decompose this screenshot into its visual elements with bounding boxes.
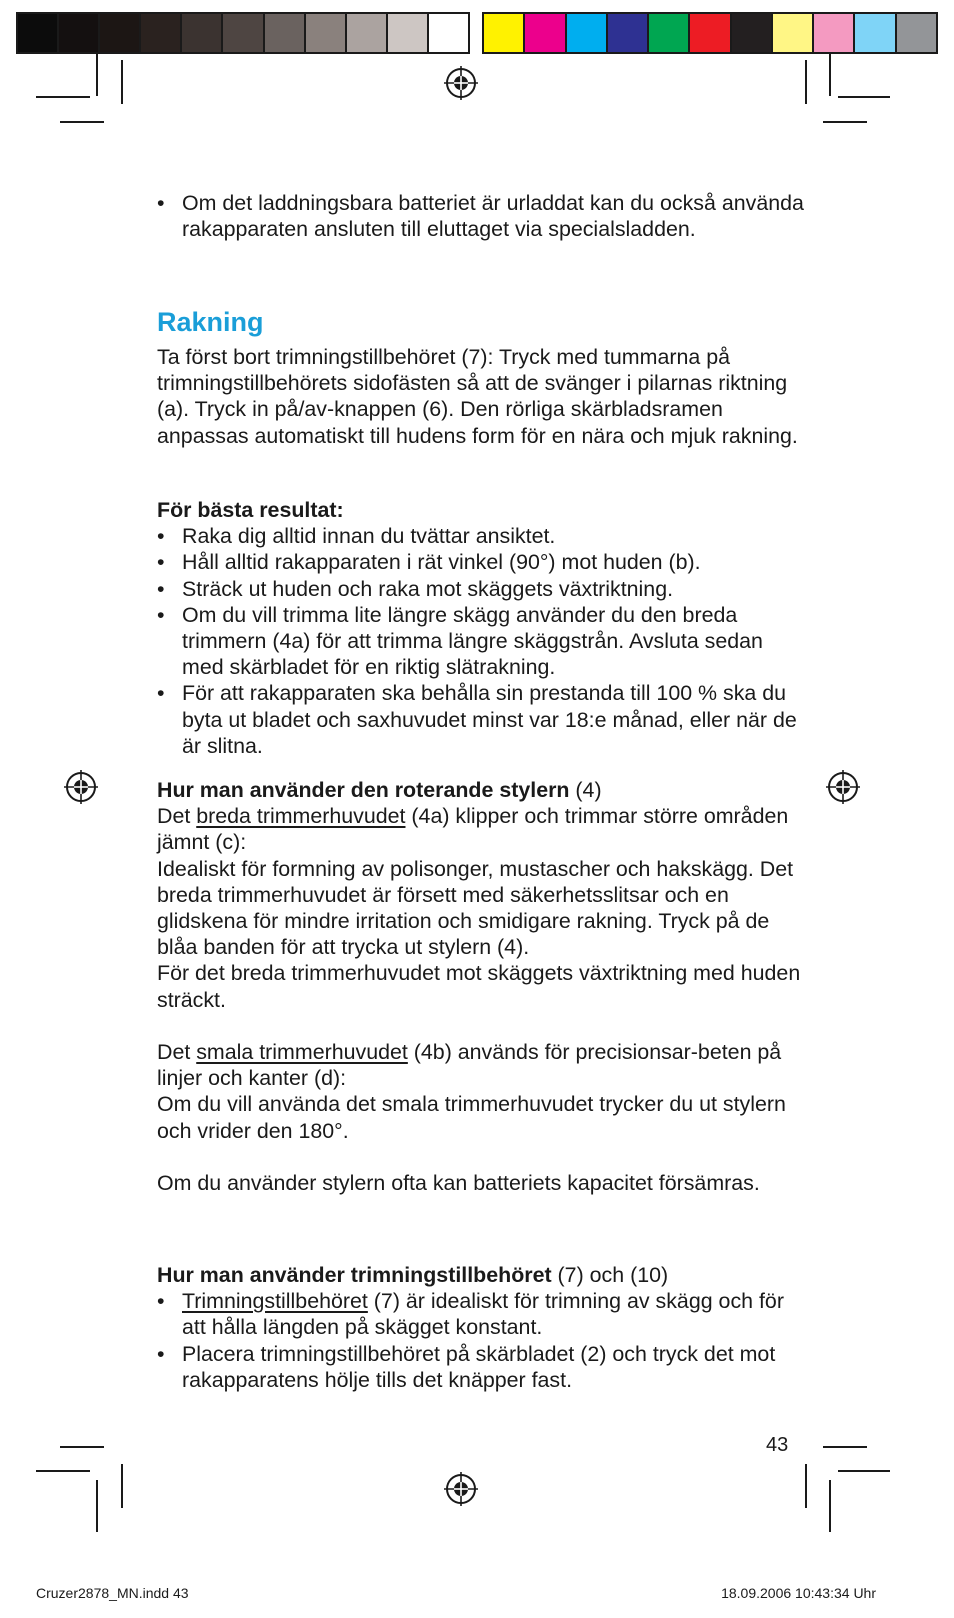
crop-mark (96, 54, 98, 96)
color-swatch (306, 14, 347, 52)
color-swatch (18, 14, 59, 52)
color-swatch (732, 14, 773, 52)
slug-timestamp: 18.09.2006 10:43:34 Uhr (721, 1585, 876, 1601)
list-item: • Sträck ut huden och raka mot skäggets växtriktning. (157, 576, 807, 602)
list-item: • Raka dig alltid innan du tvättar ansiktet. (157, 523, 807, 549)
crop-mark (121, 1464, 123, 1508)
crop-mark (838, 1470, 890, 1472)
list-item: • Trimningstillbehöret (7) är idealiskt för trimning av skägg och för att hålla längden på skägget konstant. (157, 1288, 807, 1340)
crop-mark (823, 1446, 867, 1448)
registration-mark-icon (444, 1472, 478, 1506)
crop-mark (805, 1464, 807, 1508)
registration-mark-icon (444, 66, 478, 100)
page-number: 43 (766, 1434, 789, 1456)
best-results-title: För bästa resultat: (157, 498, 344, 522)
color-swatch (525, 14, 566, 52)
list-item: • Om du vill trimma lite längre skägg använder du den breda trimmern (4a) för att trimma längre skäggstrån. Avsluta sedan med skärbladet för en riktig slätrakning. (157, 602, 807, 681)
intro-section (157, 190, 807, 242)
section-heading: Rakning (157, 307, 264, 337)
registration-mark-icon (64, 770, 98, 804)
list-item: • Placera trimningstillbehöret på skärbladet (2) och tryck det mot rakapparatens hölje tills det knäpper fast. (157, 1341, 807, 1393)
narrow-trimmer-usage: Om du vill använda det smala trimmerhuvudet trycker du ut stylern och vrider den 180°. (157, 1092, 786, 1143)
registration-mark-icon (826, 770, 860, 804)
slug-filename: Cruzer2878_MN.indd 43 (36, 1585, 189, 1601)
battery-note: Om du använder stylern ofta kan batteriets kapacitet försämras. (157, 1171, 760, 1196)
list-item: • Håll alltid rakapparaten i rät vinkel (90°) mot huden (b). (157, 549, 807, 575)
crop-mark (829, 54, 831, 96)
crop-mark (96, 1480, 98, 1532)
intro-paragraph: Ta först bort trimningstillbehöret (7): Tryck med tummarna på trimningstillbehörets sidofästen så att de svänger i pilarnas riktning (a). Tryck in på/av-knappen (6). Den rörliga skärbladsramen anpassas automatiskt till hudens form för en nära och mjuk rakning. (157, 345, 798, 448)
wide-trimmer-term: breda trimmerhuvudet (196, 804, 406, 829)
color-swatch (59, 14, 100, 52)
trimmer-term: Trimningstillbehöret (182, 1289, 368, 1314)
gray-calibration-bar (16, 12, 470, 54)
wide-trimmer-description: Idealiskt för formning av polisonger, mustascher och hakskägg. Det breda trimmerhuvudet är försett med säkerhetsslitsar och en glidskena för mindre irritation och smidigare rakning. Tryck på de blåa banden för att trycka ut stylern (4). (157, 856, 794, 960)
color-swatch (855, 14, 896, 52)
styler-title: Hur man använder den roterande stylern (4) (157, 778, 602, 802)
crop-mark (805, 60, 807, 104)
color-swatch (567, 14, 608, 52)
crop-mark (121, 60, 123, 104)
narrow-trimmer-term: smala trimmerhuvudet (196, 1040, 408, 1065)
color-swatch (141, 14, 182, 52)
wide-trimmer-usage: För det breda trimmerhuvudet mot skäggets växtriktning med huden sträckt. (157, 961, 801, 1012)
color-swatch (773, 14, 814, 52)
color-swatch (649, 14, 690, 52)
color-swatch (265, 14, 306, 52)
narrow-trimmer-intro: Det smala trimmerhuvudet (4b) används för precisionsar-beten på linjer och kanter (d): (157, 1040, 782, 1091)
crop-mark (60, 1446, 104, 1448)
color-swatch (223, 14, 264, 52)
styler-section (157, 777, 807, 1196)
color-swatch (484, 14, 525, 52)
color-swatch (690, 14, 731, 52)
color-swatch (100, 14, 141, 52)
color-swatch (182, 14, 223, 52)
color-swatch (897, 14, 936, 52)
list-item: • För att rakapparaten ska behålla sin prestanda till 100 % ska du byta ut bladet och saxhuvudet minst var 18:e månad, eller när de är slitna. (157, 680, 807, 759)
crop-mark (829, 1480, 831, 1532)
intro-paragraph-block (157, 344, 807, 449)
trimmer-section (157, 1262, 807, 1393)
color-swatch (814, 14, 855, 52)
color-swatch (347, 14, 388, 52)
color-swatch (608, 14, 649, 52)
crop-mark (823, 121, 867, 123)
crop-mark (36, 96, 90, 98)
crop-mark (838, 96, 890, 98)
crop-mark (60, 121, 104, 123)
wide-trimmer-intro: Det breda trimmerhuvudet (4a) klipper och trimmar större områden jämnt (c): (157, 804, 789, 855)
intro-bullet: • Om det laddningsbara batteriet är urladdat kan du också använda rakapparaten ansluten till eluttaget via specialsladden. (157, 190, 807, 242)
best-results-section (157, 497, 807, 759)
trimmer-title: Hur man använder trimningstillbehöret (7) och (10) (157, 1263, 669, 1287)
color-swatch (388, 14, 429, 52)
crop-mark (36, 1470, 90, 1472)
color-swatch (429, 14, 468, 52)
color-calibration-bar (482, 12, 938, 54)
